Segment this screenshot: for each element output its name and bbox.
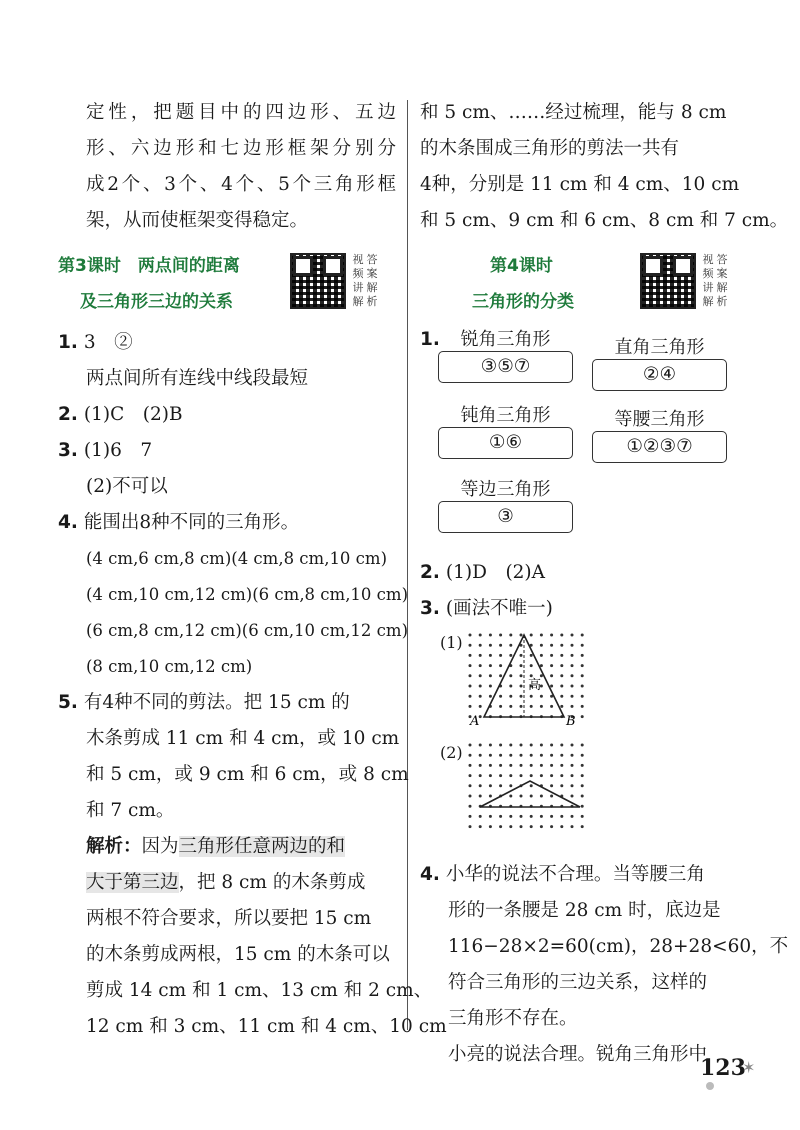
- grid-dot: [469, 774, 472, 777]
- grid-dot: [540, 664, 543, 667]
- grid-dot: [469, 664, 472, 667]
- grid-dot: [509, 754, 512, 757]
- grid-dot: [499, 764, 502, 767]
- q3-answer: 3. (画法不唯一): [420, 598, 553, 619]
- height-label: 高: [528, 678, 542, 693]
- jiexi-line: 剪成 14 cm 和 1 cm、13 cm 和 2 cm、: [86, 980, 433, 1001]
- grid-dot: [560, 815, 563, 818]
- figure2-label: (2): [440, 743, 463, 762]
- q1-answer-note: 两点间所有连线中线段最短: [86, 368, 309, 389]
- grid-dot: [469, 674, 472, 677]
- lesson3-title-line1: 第3课时 两点间的距离: [58, 256, 240, 276]
- grid-dot: [550, 664, 553, 667]
- grid-dot: [509, 784, 512, 787]
- grid-dot: [469, 825, 472, 828]
- q4-line: 三角形不存在。: [448, 1008, 578, 1029]
- grid-dot: [571, 774, 574, 777]
- grid-dot: [530, 815, 533, 818]
- grid-dot: [560, 754, 563, 757]
- q3-answer-part2: (2)不可以: [86, 476, 168, 497]
- grid-dot: [479, 764, 482, 767]
- jiexi-line: 解析：因为三角形任意两边的和: [86, 836, 346, 857]
- grid-dot: [571, 644, 574, 647]
- q2-answer: 2. (1)C (2)B: [58, 404, 183, 425]
- answer-box: ③⑤⑦: [438, 351, 573, 383]
- grid-dot: [550, 815, 553, 818]
- grid-dot: [540, 795, 543, 798]
- highlight: 三角形任意两边的和: [178, 836, 346, 857]
- grid-dot: [509, 674, 512, 677]
- grid-dot: [550, 754, 553, 757]
- grid-dot: [581, 784, 584, 787]
- grid-dot: [489, 744, 492, 747]
- grid-dot: [479, 815, 482, 818]
- grid-dot: [509, 815, 512, 818]
- grid-dot: [509, 795, 512, 798]
- grid-dot: [550, 774, 553, 777]
- grid-dot: [479, 685, 482, 688]
- grid-dot: [560, 764, 563, 767]
- grid-dot: [550, 825, 553, 828]
- q4-line: 符合三角形的三边关系，这样的: [448, 972, 708, 993]
- grid-dot: [571, 784, 574, 787]
- grid-dot: [520, 754, 523, 757]
- grid-dot: [489, 754, 492, 757]
- dot-grid-figure-2: [466, 741, 596, 837]
- grid-dot: [530, 825, 533, 828]
- grid-dot: [581, 674, 584, 677]
- grid-dot: [520, 774, 523, 777]
- grid-dot: [499, 784, 502, 787]
- grid-dot: [581, 664, 584, 667]
- continued-line: 的木条围成三角形的剪法一共有: [420, 138, 680, 159]
- q4-line: 116−28×2=60(cm)，28+28<60，不: [448, 936, 789, 957]
- grid-dot: [479, 705, 482, 708]
- grid-dot: [479, 664, 482, 667]
- lesson3-title-line2: 及三角形三边的关系: [80, 292, 233, 312]
- grid-dot: [530, 654, 533, 657]
- grid-dot: [571, 705, 574, 708]
- continued-line: 4种，分别是 11 cm 和 4 cm、10 cm: [420, 174, 740, 195]
- grid-dot: [581, 815, 584, 818]
- answer-box: ②④: [592, 359, 727, 391]
- grid-dot: [571, 654, 574, 657]
- grid-dot: [479, 695, 482, 698]
- q4-combo: (4 cm,10 cm,12 cm)(6 cm,8 cm,10 cm): [86, 585, 408, 604]
- grid-dot: [550, 685, 553, 688]
- vertex-B: B: [566, 714, 576, 727]
- grid-dot: [479, 784, 482, 787]
- grid-dot: [540, 825, 543, 828]
- jiexi-line: 12 cm 和 3 cm、11 cm 和 4 cm、10 cm: [86, 1016, 447, 1037]
- category-equilateral: 等边三角形 ③: [438, 475, 573, 533]
- grid-dot: [479, 644, 482, 647]
- grid-dot: [479, 674, 482, 677]
- grid-dot: [479, 825, 482, 828]
- grid-dot: [581, 805, 584, 808]
- grid-dot: [489, 685, 492, 688]
- grid-dot: [479, 654, 482, 657]
- grid-dot: [489, 784, 492, 787]
- category-right: 直角三角形 ②④: [592, 333, 727, 391]
- grid-dot: [499, 744, 502, 747]
- grid-dot: [489, 664, 492, 667]
- grid-dot: [581, 795, 584, 798]
- q4-line: 小亮的说法合理。锐角三角形中: [448, 1044, 708, 1065]
- right-column: [420, 95, 789, 1073]
- q5-line: 和 7 cm。: [86, 800, 175, 821]
- grid-dot: [509, 654, 512, 657]
- grid-dot: [499, 825, 502, 828]
- grid-dot: [489, 764, 492, 767]
- highlight: 大于第三边: [86, 872, 179, 893]
- grid-dot: [581, 744, 584, 747]
- grid-dot: [530, 795, 533, 798]
- qr-tag: 视 答 频 案 讲 解 解 析: [352, 253, 378, 308]
- grid-dot: [469, 805, 472, 808]
- grid-dot: [489, 774, 492, 777]
- grid-dot: [581, 705, 584, 708]
- grid-dot: [560, 644, 563, 647]
- continued-line: 和 5 cm、9 cm 和 6 cm、8 cm 和 7 cm。: [420, 210, 789, 231]
- grid-dot: [479, 774, 482, 777]
- grid-dot: [469, 654, 472, 657]
- grid-dot: [571, 754, 574, 757]
- lesson4-header: [420, 245, 748, 321]
- category-obtuse: 钝角三角形 ①⑥: [438, 401, 573, 459]
- figure1-label: (1): [440, 633, 463, 652]
- grid-dot: [489, 634, 492, 637]
- vertex-A: A: [470, 714, 480, 727]
- grid-dot: [550, 795, 553, 798]
- grid-dot: [509, 764, 512, 767]
- grid-dot: [509, 744, 512, 747]
- grid-dot: [540, 654, 543, 657]
- grid-dot: [520, 664, 523, 667]
- grid-dot: [540, 754, 543, 757]
- decoration-dot: [706, 1082, 714, 1090]
- grid-dot: [560, 634, 563, 637]
- grid-dot: [550, 674, 553, 677]
- grid-dot: [499, 674, 502, 677]
- figures-block: [420, 627, 748, 857]
- grid-dot: [479, 634, 482, 637]
- column-divider: [407, 100, 408, 1030]
- grid-dot: [540, 705, 543, 708]
- intro-line: 形、六边形和七边形框架分别分: [86, 138, 396, 159]
- grid-dot: [581, 715, 584, 718]
- grid-dot: [520, 654, 523, 657]
- grid-dot: [571, 695, 574, 698]
- grid-dot: [581, 695, 584, 698]
- intro-line: 架，从而使框架变得稳定。: [86, 210, 309, 231]
- grid-dot: [520, 695, 523, 698]
- q2-answer: 2. (1)D (2)A: [420, 562, 546, 583]
- grid-dot: [489, 654, 492, 657]
- grid-dot: [560, 664, 563, 667]
- grid-dot: [581, 764, 584, 767]
- grid-dot: [520, 705, 523, 708]
- grid-dot: [530, 695, 533, 698]
- grid-dot: [540, 744, 543, 747]
- grid-dot: [530, 664, 533, 667]
- jiexi-line: 大于第三边，把 8 cm 的木条剪成: [86, 872, 366, 893]
- q1-answer: 1. 3 ②: [58, 332, 133, 353]
- grid-dot: [540, 774, 543, 777]
- grid-dot: [550, 634, 553, 637]
- grid-dot: [489, 825, 492, 828]
- grid-dot: [571, 815, 574, 818]
- grid-dot: [509, 634, 512, 637]
- grid-dot: [581, 685, 584, 688]
- grid-dot: [509, 685, 512, 688]
- grid-dot: [520, 634, 523, 637]
- answer-box: ①②③⑦: [592, 431, 727, 463]
- grid-dot: [469, 784, 472, 787]
- grid-dot: [469, 815, 472, 818]
- grid-dot: [489, 674, 492, 677]
- q4-answer: 4. 能围出8种不同的三角形。: [58, 512, 300, 533]
- category-isosceles: 等腰三角形 ①②③⑦: [592, 405, 727, 463]
- grid-dot: [469, 685, 472, 688]
- qr-code-icon[interactable]: [640, 253, 696, 309]
- grid-dot: [489, 644, 492, 647]
- grid-dot: [560, 654, 563, 657]
- grid-dot: [571, 744, 574, 747]
- q5-line: 和 5 cm，或 9 cm 和 6 cm，或 8 cm: [86, 764, 409, 785]
- grid-dot: [520, 795, 523, 798]
- grid-dot: [520, 825, 523, 828]
- star-icon: ✶: [742, 1058, 756, 1077]
- grid-dot: [499, 695, 502, 698]
- grid-dot: [469, 764, 472, 767]
- grid-dot: [540, 695, 543, 698]
- grid-dot: [499, 774, 502, 777]
- grid-dot: [520, 815, 523, 818]
- grid-dot: [469, 634, 472, 637]
- grid-dot: [479, 744, 482, 747]
- qr-code-icon[interactable]: [290, 253, 346, 309]
- grid-dot: [469, 744, 472, 747]
- grid-dot: [499, 654, 502, 657]
- grid-dot: [509, 644, 512, 647]
- grid-dot: [550, 644, 553, 647]
- q4-combo: (4 cm,6 cm,8 cm)(4 cm,8 cm,10 cm): [86, 549, 388, 568]
- grid-dot: [560, 705, 563, 708]
- grid-dot: [530, 674, 533, 677]
- grid-dot: [499, 644, 502, 647]
- q5-answer: 5. 有4种不同的剪法。把 15 cm 的: [58, 692, 350, 713]
- grid-dot: [571, 634, 574, 637]
- grid-dot: [560, 674, 563, 677]
- grid-dot: [571, 825, 574, 828]
- lesson4-title-line1: 第4课时: [490, 256, 553, 276]
- grid-dot: [479, 754, 482, 757]
- grid-dot: [469, 644, 472, 647]
- grid-dot: [489, 815, 492, 818]
- grid-dot: [530, 774, 533, 777]
- continued-line: 和 5 cm、……经过梳理，能与 8 cm: [420, 102, 727, 123]
- jiexi-label: 解析：: [86, 836, 142, 857]
- grid-dot: [540, 634, 543, 637]
- grid-dot: [540, 764, 543, 767]
- grid-dot: [540, 815, 543, 818]
- q5-line: 木条剪成 11 cm 和 4 cm，或 10 cm: [86, 728, 400, 749]
- grid-dot: [571, 795, 574, 798]
- grid-dot: [571, 674, 574, 677]
- grid-dot: [540, 674, 543, 677]
- jiexi-line: 两根不符合要求，所以要把 15 cm: [86, 908, 372, 929]
- grid-dot: [520, 674, 523, 677]
- grid-dot: [581, 654, 584, 657]
- q4-answer: 4. 小华的说法不合理。当等腰三角: [420, 864, 705, 885]
- lesson3-header: [58, 245, 396, 321]
- grid-dot: [581, 774, 584, 777]
- grid-dot: [469, 705, 472, 708]
- left-column: [58, 95, 447, 1045]
- grid-dot: [530, 754, 533, 757]
- answer-box: ③: [438, 501, 573, 533]
- grid-dot: [499, 815, 502, 818]
- grid-dot: [540, 644, 543, 647]
- grid-dot: [509, 774, 512, 777]
- grid-dot: [489, 795, 492, 798]
- grid-dot: [469, 754, 472, 757]
- grid-dot: [509, 695, 512, 698]
- grid-dot: [489, 695, 492, 698]
- jiexi-line: 的木条剪成两根，15 cm 的木条可以: [86, 944, 390, 965]
- grid-dot: [530, 634, 533, 637]
- lesson4-title-line2: 三角形的分类: [472, 292, 574, 312]
- grid-dot: [550, 764, 553, 767]
- grid-dot: [560, 774, 563, 777]
- grid-dot: [571, 685, 574, 688]
- grid-dot: [581, 754, 584, 757]
- category-acute: 锐角三角形 ③⑤⑦: [438, 325, 573, 383]
- grid-dot: [560, 825, 563, 828]
- grid-dot: [530, 784, 533, 787]
- grid-dot: [581, 644, 584, 647]
- grid-dot: [509, 705, 512, 708]
- qr-tag: 视 答 频 案 讲 解 解 析: [702, 253, 728, 308]
- grid-dot: [560, 744, 563, 747]
- grid-dot: [581, 825, 584, 828]
- grid-dot: [509, 825, 512, 828]
- grid-dot: [550, 705, 553, 708]
- grid-dot: [520, 764, 523, 767]
- grid-dot: [499, 634, 502, 637]
- grid-dot: [581, 634, 584, 637]
- grid-dot: [560, 784, 563, 787]
- grid-dot: [550, 654, 553, 657]
- q3-answer: 3. (1)6 7: [58, 440, 153, 461]
- q4-combo: (6 cm,8 cm,12 cm)(6 cm,10 cm,12 cm): [86, 621, 408, 640]
- grid-dot: [499, 705, 502, 708]
- grid-dot: [520, 685, 523, 688]
- grid-dot: [469, 695, 472, 698]
- grid-dot: [530, 705, 533, 708]
- grid-dot: [499, 664, 502, 667]
- grid-dot: [520, 744, 523, 747]
- q4-combo: (8 cm,10 cm,12 cm): [86, 657, 253, 676]
- grid-dot: [550, 784, 553, 787]
- classification-block: [420, 325, 748, 555]
- dot-grid-figure-1: [466, 631, 596, 727]
- grid-dot: [479, 795, 482, 798]
- grid-dot: [499, 754, 502, 757]
- q4-line: 形的一条腰是 28 cm 时，底边是: [448, 900, 721, 921]
- answer-box: ①⑥: [438, 427, 573, 459]
- grid-dot: [530, 764, 533, 767]
- q1-number: 1.: [420, 329, 440, 350]
- intro-line: 定性，把题目中的四边形、五边: [86, 102, 396, 123]
- intro-line: 成2个、3个、4个、5个三角形框: [86, 174, 396, 195]
- grid-dot: [469, 795, 472, 798]
- grid-dot: [571, 764, 574, 767]
- grid-dot: [560, 685, 563, 688]
- page-number: 123: [700, 1055, 746, 1081]
- grid-dot: [571, 664, 574, 667]
- grid-dot: [530, 744, 533, 747]
- grid-dot: [550, 744, 553, 747]
- grid-dot: [560, 695, 563, 698]
